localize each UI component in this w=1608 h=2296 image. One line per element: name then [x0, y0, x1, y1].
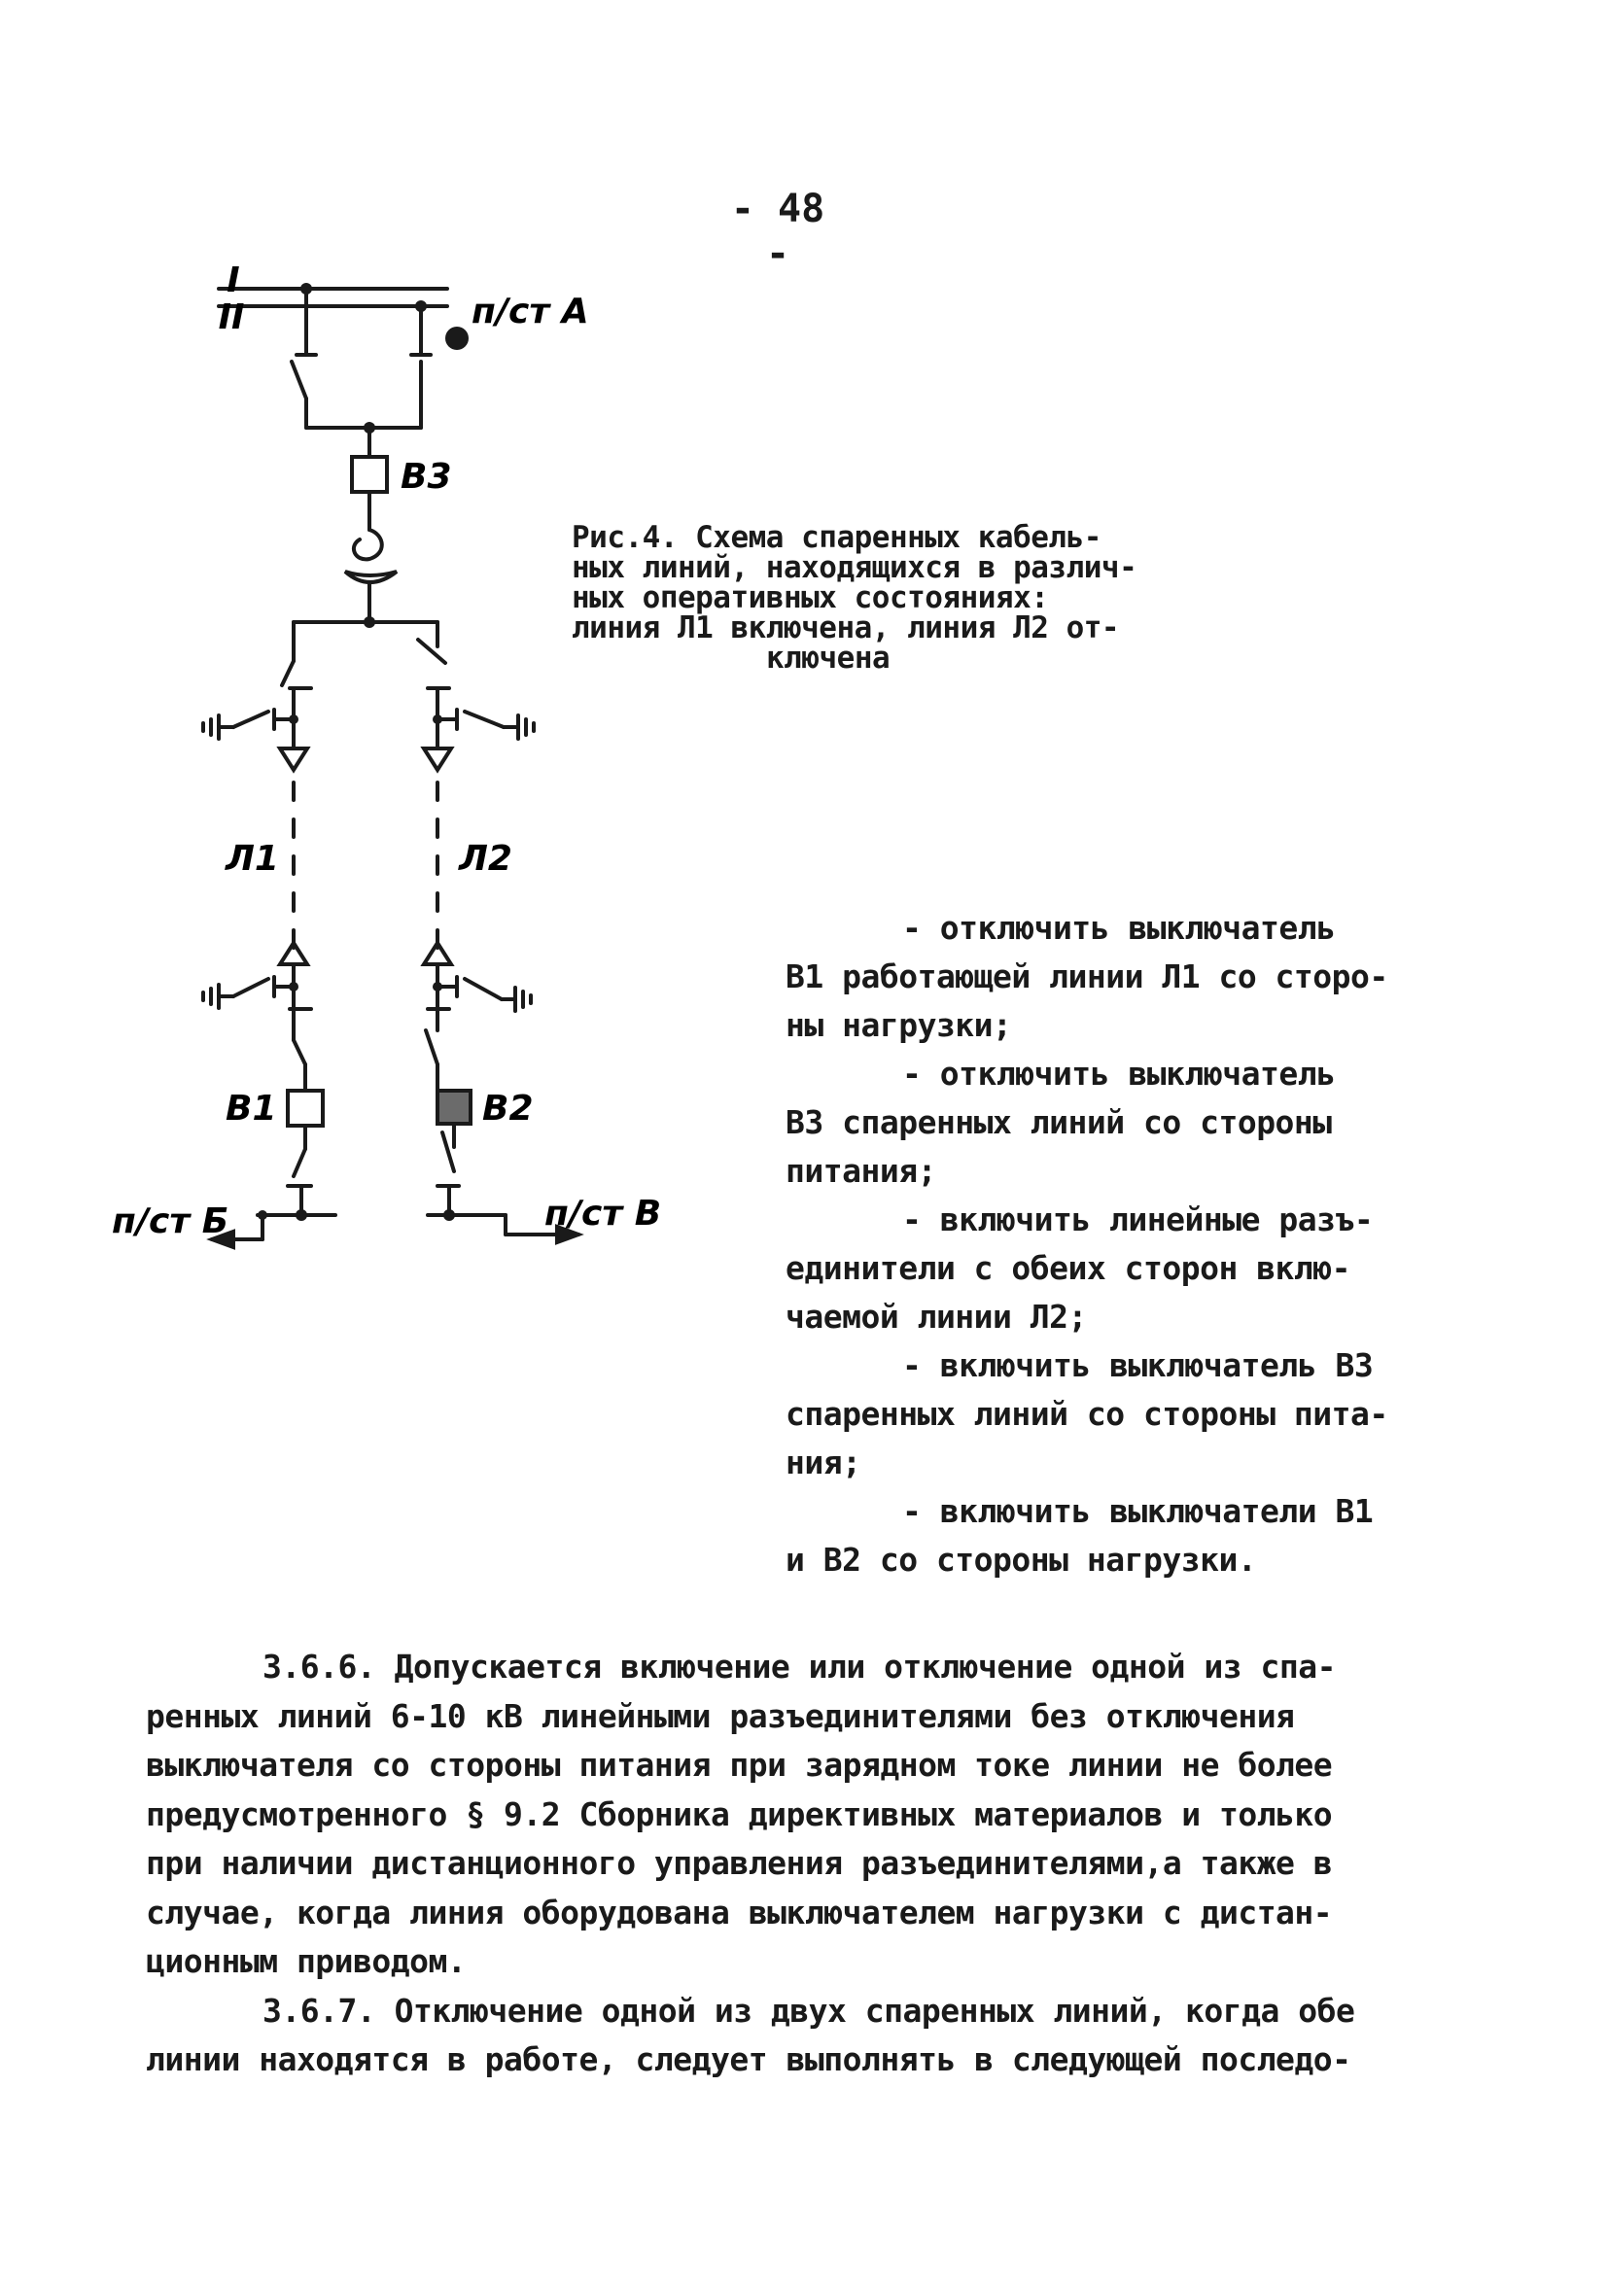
earthing-switch-l1-bottom [233, 979, 268, 996]
bus-disconnector-left [292, 362, 306, 399]
step-line: В1 работающей линии Л1 со сторо- [786, 957, 1388, 995]
label-line-2: Л2 [459, 839, 512, 879]
label-breaker-b2: В2 [482, 1089, 534, 1129]
earthing-switch-l2-bottom [465, 979, 502, 999]
page-number: - 48 - [730, 187, 825, 276]
cable-termination [354, 530, 382, 559]
paragraph-line: случае, когда линия оборудована выключателем нагрузки с дистан- [146, 1893, 1333, 1931]
disconnector-l2-mid [426, 1030, 437, 1064]
step-line: В3 спаренных линий со стороны [786, 1103, 1332, 1141]
caption-line: ключена [766, 641, 891, 676]
paragraph-line: линии находятся в работе, следует выполнять в следующей последо- [146, 2040, 1351, 2078]
paragraph-line: 3.6.7. Отключение одной из двух спаренных линий, когда обе [262, 1991, 1355, 2030]
breaker-b2 [437, 1091, 471, 1124]
label-line-1: Л1 [226, 839, 279, 879]
step-line: спаренных линий со стороны пита- [786, 1395, 1388, 1433]
label-breaker-b1: В1 [226, 1089, 277, 1129]
paragraph-line: предусмотренного § 9.2 Сборника директивных материалов и только [146, 1794, 1333, 1833]
step-line: - отключить выключатель [902, 909, 1336, 947]
breaker-b3 [352, 457, 387, 492]
supply-point-marker [445, 327, 469, 350]
paragraph-line: 3.6.6. Допускается включение или отключение одной из спа- [262, 1648, 1336, 1686]
step-line: и В2 со стороны нагрузки. [786, 1541, 1257, 1579]
disconnector-l1-top [282, 661, 294, 685]
label-bus-1: I [227, 262, 240, 300]
step-line: питания; [786, 1152, 936, 1190]
circuit-diagram [97, 262, 700, 1312]
caption-line: Рис.4. Схема спаренных кабель- [572, 520, 1101, 555]
earthing-switch-l2-top [465, 712, 504, 727]
disconnector-l1-mid [294, 1040, 305, 1064]
figure-caption [572, 520, 1311, 676]
step-line: ния; [786, 1444, 861, 1481]
caption-line: линия Л1 включена, линия Л2 от- [572, 610, 1120, 645]
label-substation-a: п/ст А [472, 292, 589, 331]
label-substation-v: п/ст В [544, 1194, 662, 1234]
step-line: единители с обеих сторон вклю- [786, 1249, 1351, 1287]
step-line: ны нагрузки; [786, 1006, 1012, 1044]
disconnector-l2-top [418, 640, 445, 663]
step-line: - отключить выключатель [902, 1055, 1336, 1093]
earthing-switch-l1-top [233, 712, 268, 727]
paragraph-line: ренных линий 6-10 кВ линейными разъединителями без отключения [146, 1696, 1295, 1735]
paragraph-line: при наличии дистанционного управления разъединителями,а также в [146, 1844, 1333, 1882]
procedure-steps [786, 904, 1427, 1584]
paragraph-line: ционным приводом. [146, 1942, 467, 1980]
label-substation-b: п/ст Б [112, 1201, 229, 1241]
label-bus-2: II [218, 297, 245, 337]
breaker-b1 [288, 1091, 323, 1126]
body-paragraphs [146, 1643, 1429, 2085]
step-line: - включить выключатели В1 [902, 1492, 1374, 1530]
step-line: - включить линейные разъ- [902, 1200, 1374, 1238]
step-line: чаемой линии Л2; [786, 1298, 1087, 1336]
caption-line: ных линий, находящихся в различ- [572, 550, 1137, 585]
step-line: - включить выключатель В3 [902, 1346, 1374, 1384]
label-breaker-b3: В3 [401, 457, 452, 497]
caption-line: ных оперативных состояниях: [572, 580, 1049, 615]
disconnector-l1-bottom [294, 1149, 305, 1176]
paragraph-line: выключателя со стороны питания при зарядном токе линии не более [146, 1746, 1333, 1784]
